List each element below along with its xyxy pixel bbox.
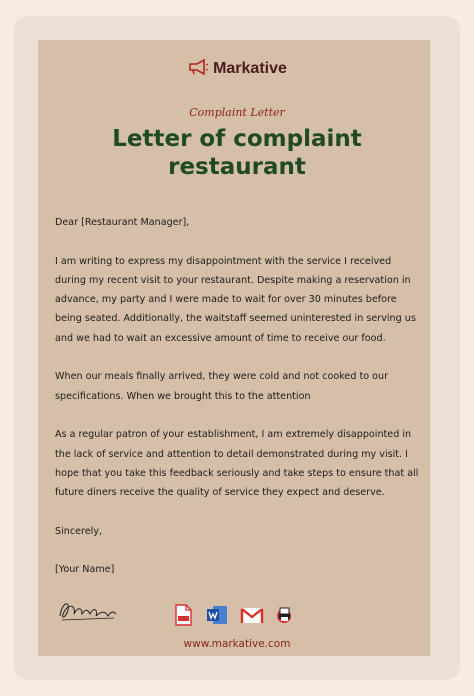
- brand-name: Markative: [213, 60, 287, 77]
- page-title: Letter of complaint restaurant: [112, 126, 362, 180]
- sender-name: [Your Name]: [55, 564, 115, 576]
- word-icon[interactable]: [206, 604, 228, 626]
- paragraph: When our meals finally arrived, they were cold and not cooked to our specifications. When we brought this to the attention: [55, 371, 389, 402]
- gmail-icon[interactable]: [240, 604, 262, 626]
- download-icons: [172, 604, 296, 626]
- signature-icon: [56, 596, 120, 628]
- footer-url[interactable]: www.markative.com: [183, 638, 291, 650]
- megaphone-icon: [187, 58, 209, 80]
- paragraph: I am writing to express my disappointment with the service I received during my recent visit to your restaurant. Despite making a reservation in advance, my party and I were made to wait for over 30 minutes before being seated. Additionally, the waitstaff seemed uninterested in serving us and we had to wait an excessive amount of time to receive our food.: [55, 255, 416, 344]
- paragraph: As a regular patron of your establishment, I am extremely disappointed in the lack of service and attention to detail demonstrated during my visit. I hope that you take this feedback seriously and take steps to ensure that all future diners receive the quality of service they expect and deserve.: [55, 429, 419, 499]
- letter-body: [55, 213, 425, 580]
- document-subtitle: Complaint Letter: [189, 106, 285, 119]
- brand-logo: [0, 58, 474, 80]
- print-icon[interactable]: [274, 604, 296, 626]
- pdf-icon[interactable]: [172, 604, 194, 626]
- salutation: Dear [Restaurant Manager],: [55, 217, 190, 228]
- closing: Sincerely,: [55, 525, 103, 537]
